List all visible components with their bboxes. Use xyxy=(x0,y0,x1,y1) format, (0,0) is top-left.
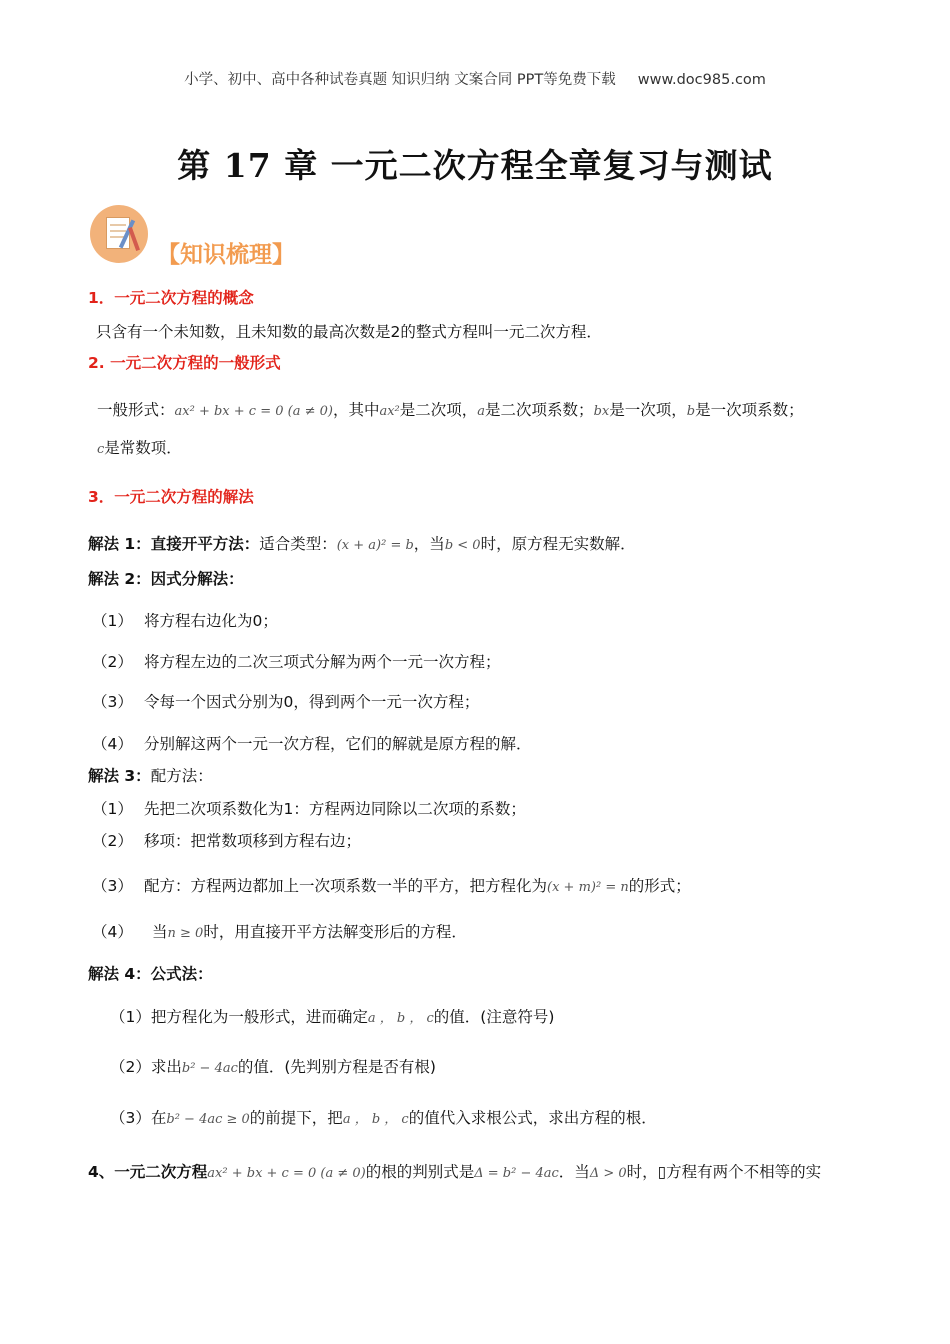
text: ，其中 xyxy=(332,401,380,419)
text: 是常数项． xyxy=(104,439,182,457)
text: 适合类型： xyxy=(259,535,337,553)
step-text: 将方程右边化为0； xyxy=(144,612,278,630)
step-text: 时，用直接开平方法解变形后的方程． xyxy=(203,923,467,941)
equation: Δ = b² − 4ac xyxy=(474,1166,559,1181)
s2-line1 xyxy=(97,398,804,420)
method4-step-2 xyxy=(110,1055,436,1077)
equation: n ≥ 0 xyxy=(167,926,204,941)
method-label: 解法 1： xyxy=(88,535,151,553)
equation: b < 0 xyxy=(444,538,481,553)
step-number: （2） xyxy=(92,832,133,850)
text: 时，▯方程有两个不相等的实 xyxy=(626,1163,822,1181)
method-name: 直接开平方法： xyxy=(150,535,260,553)
step-number: （4） xyxy=(92,735,133,753)
text: 的根的判别式是 xyxy=(365,1163,475,1181)
method2-step-1 xyxy=(92,609,278,631)
step-text: 当 xyxy=(152,923,168,941)
method-name: 配方法： xyxy=(150,767,213,785)
math-term: a ， b ， c xyxy=(367,1011,434,1026)
step-number: （1） xyxy=(92,800,133,818)
method2-step-2 xyxy=(92,650,501,672)
method2-label: 解法 2：因式分解法： xyxy=(88,570,244,588)
method2-step-4 xyxy=(92,732,532,754)
step-number: （3） xyxy=(92,693,133,711)
s2-heading: 2. 一元二次方程的一般形式 xyxy=(88,354,281,372)
step-number: （3） xyxy=(92,877,133,895)
page-header xyxy=(0,68,950,89)
text: ，当 xyxy=(413,535,445,553)
method4-step-1 xyxy=(110,1005,554,1027)
math-term: a xyxy=(477,404,486,419)
step-text: （3）在 xyxy=(110,1109,167,1127)
text: ．当 xyxy=(558,1163,590,1181)
step-text: 分别解这两个一元一次方程，它们的解就是原方程的解． xyxy=(144,735,532,753)
method3-step-4 xyxy=(92,920,467,942)
method2-step-3 xyxy=(92,690,479,712)
method4-label: 解法 4：公式法： xyxy=(88,965,213,983)
text: 是一次项系数； xyxy=(695,401,804,419)
s1-text: 只含有一个未知数，且未知数的最高次数是2的整式方程叫一元二次方程． xyxy=(96,323,602,341)
step-text: （1）把方程化为一般形式，进而确定 xyxy=(110,1008,368,1026)
page-title: 第 17 章 一元二次方程全章复习与测试 xyxy=(177,146,773,185)
step-text: 的值．(注意符号) xyxy=(433,1008,555,1026)
method3-label xyxy=(88,764,213,786)
equation: Δ > 0 xyxy=(589,1166,627,1181)
text: 时，原方程无实数解． xyxy=(480,535,636,553)
s1-heading: 1．一元二次方程的概念 xyxy=(88,289,254,307)
step-text: 的值．(先判别方程是否有根) xyxy=(237,1058,436,1076)
step-text: 配方：方程两边都加上一次项系数一半的平方，把方程化为 xyxy=(144,877,548,895)
s2-line2 xyxy=(97,436,182,458)
step-text: （2）求出 xyxy=(110,1058,182,1076)
method1 xyxy=(88,532,636,554)
header-text: 小学、初中、高中各种试卷真题 知识归纳 文案合同 PPT等免费下载 xyxy=(184,72,616,88)
method3-step-3 xyxy=(92,874,691,896)
header-site: www.doc985.com xyxy=(637,72,766,88)
step-text: 将方程左边的二次三项式分解为两个一元一次方程； xyxy=(144,653,501,671)
equation: ax² + bx + c = 0 (a ≠ 0) xyxy=(174,404,333,419)
math-term: a ， b ， c xyxy=(342,1112,409,1127)
text: 是一次项， xyxy=(609,401,687,419)
step-number: （2） xyxy=(92,653,133,671)
method-label: 解法 3： xyxy=(88,767,151,785)
equation: ax² + bx + c = 0 (a ≠ 0) xyxy=(207,1166,366,1181)
equation: b² − 4ac xyxy=(181,1061,238,1076)
step-text: 移项：把常数项移到方程右边； xyxy=(144,832,362,850)
notebook-pen-icon xyxy=(90,205,148,263)
method4-step-3 xyxy=(110,1106,657,1128)
equation: (x + a)² = b xyxy=(336,538,414,553)
s3-heading: 3．一元二次方程的解法 xyxy=(88,488,254,506)
step-text: 令每一个因式分别为0，得到两个一元一次方程； xyxy=(144,693,480,711)
s4-line xyxy=(88,1160,821,1182)
math-term: ax² xyxy=(379,404,400,419)
step-text: 先把二次项系数化为1：方程两边同除以二次项的系数； xyxy=(144,800,526,818)
math-term: c xyxy=(97,442,105,457)
equation: (x + m)² = n xyxy=(547,880,629,895)
text: 是二次项， xyxy=(399,401,478,419)
math-term: bx xyxy=(593,404,610,419)
text: 一般形式： xyxy=(97,401,175,419)
step-text: 的值代入求根公式，求出方程的根． xyxy=(408,1109,657,1127)
step-number: （1） xyxy=(92,612,133,630)
text: 4、一元二次方程 xyxy=(88,1163,208,1181)
step-text: 的前提下，把 xyxy=(249,1109,343,1127)
math-term: b xyxy=(686,404,696,419)
step-number: （4） xyxy=(92,923,133,941)
text: 是二次项系数； xyxy=(485,401,594,419)
section-title: 【知识梳理】 xyxy=(157,242,295,268)
method3-step-1 xyxy=(92,797,526,819)
step-text: 的形式； xyxy=(628,877,691,895)
method3-step-2 xyxy=(92,829,361,851)
equation: b² − 4ac ≥ 0 xyxy=(166,1112,250,1127)
